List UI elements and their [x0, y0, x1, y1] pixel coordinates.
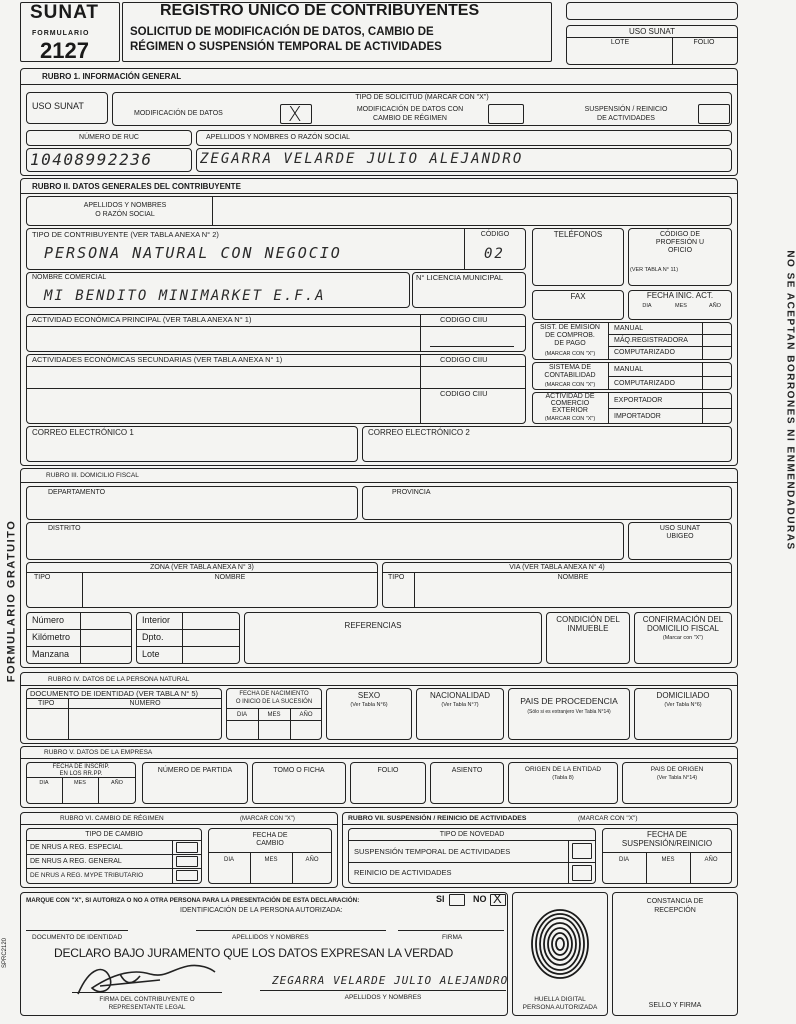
divider	[226, 708, 322, 709]
zona-nombre: NOMBRE	[214, 574, 246, 581]
codigo-prof-3: OFICIO	[667, 247, 693, 254]
apellidos-nombres-2: APELLIDOS Y NOMBRES	[344, 994, 422, 1001]
rubro-6-marcar: (MARCAR CON "X")	[240, 816, 295, 822]
header-folio: FOLIO	[693, 39, 715, 46]
divider	[342, 824, 738, 825]
divider	[20, 824, 338, 825]
correo-1-label: CORREO ELECTRÓNICO 1	[32, 428, 134, 437]
numero-partida-label: NÚMERO DE PARTIDA	[157, 767, 233, 774]
cambio-check-2[interactable]	[176, 856, 198, 867]
correo-2-label: CORREO ELECTRÓNICO 2	[368, 428, 470, 437]
tipo-contribuyente-label: TIPO DE CONTRIBUYENTE (VER TABLA ANEXA N° 2)	[32, 230, 219, 239]
divider	[20, 193, 738, 194]
codigo-value: 02	[484, 246, 505, 262]
fecha-inic-mes: MES	[675, 303, 687, 309]
zona-tipo: TIPO	[34, 574, 51, 581]
asiento-label: ASIENTO	[451, 767, 483, 774]
firma-contrib-2: REPRESENTANTE LEGAL	[108, 1004, 186, 1011]
divider	[80, 612, 81, 664]
apellidos-nombres-label: APELLIDOS Y NOMBRES	[232, 934, 309, 941]
folio-label: FOLIO	[377, 767, 399, 774]
divider	[26, 708, 222, 709]
divider	[250, 852, 251, 884]
opt-maq-registradora: MÁQ.REGISTRADORA	[614, 337, 688, 344]
fecha-nac-2: O INICIO DE LA SUCESIÓN	[235, 699, 313, 705]
checkbox-cambio[interactable]	[488, 104, 524, 124]
opt-computarizado-2: COMPUTARIZADO	[614, 380, 675, 387]
fecha-cambio-2: CAMBIO	[256, 840, 284, 847]
novedad-opt-2: REINICIO DE ACTIVIDADES	[354, 868, 452, 877]
divider	[702, 322, 703, 360]
divider	[26, 840, 202, 841]
divider	[420, 314, 421, 352]
ruc-label: NÚMERO DE RUC	[79, 134, 139, 141]
form-subtitle-1: SOLICITUD DE MODIFICACIÓN DE DATOS, CAMBIO DE	[130, 26, 434, 38]
header-uso-sunat: USO SUNAT	[628, 27, 676, 36]
interior-label: Interior	[142, 615, 171, 625]
huella-label-1: HUELLA DIGITAL	[534, 996, 586, 1003]
rubro-6-title: RUBRO VI. CAMBIO DE RÉGIMEN	[60, 815, 164, 822]
opt-cambio-2: CAMBIO DE RÉGIMEN	[373, 115, 447, 122]
opt-cambio-1: MODIFICACIÓN DE DATOS CON	[356, 106, 464, 113]
autoriza-label-1: MARQUE CON "X", SI AUTORIZA O NO A OTRA PERSONA PARA LA PRESENTACIÓN DE ESTA DECLARACIÓN:	[26, 897, 360, 904]
divider	[398, 930, 504, 931]
condicion-2: INMUEBLE	[567, 624, 609, 633]
sist-emision-3: DE PAGO	[554, 340, 586, 347]
divider	[26, 572, 378, 573]
form-title: REGISTRO UNICO DE CONTRIBUYENTES	[160, 2, 480, 19]
divider	[608, 334, 732, 335]
divider	[26, 366, 526, 367]
cambio-opt-2: DE NRUS A REG. GENERAL	[30, 858, 122, 865]
opt-suspension-1: SUSPENSIÓN / REINICIO	[584, 106, 668, 113]
divider	[26, 629, 132, 630]
lote-label: Lote	[142, 649, 160, 659]
divider	[136, 646, 240, 647]
divider	[212, 196, 213, 226]
divider	[26, 326, 526, 327]
no-mark: X	[493, 891, 502, 906]
side-notice: NO SE ACEPTAN BORRONES NI ENMENDADURAS	[784, 250, 796, 551]
sexo-tabla: (Ver Tabla N°6)	[350, 702, 388, 708]
divider	[20, 84, 738, 85]
doc-tipo: TIPO	[38, 700, 55, 707]
ubigeo-label: UBIGEO	[666, 533, 694, 540]
sist-contab-marcar: (MARCAR CON "X")	[544, 382, 596, 388]
opt-manual-1: MANUAL	[614, 325, 644, 332]
fax-label: FAX	[570, 292, 586, 301]
rubro-4-title: RUBRO IV. DATOS DE LA PERSONA NATURAL	[48, 676, 190, 683]
opt-suspension-2: DE ACTIVIDADES	[597, 115, 655, 122]
fecha-suspension-dia: DIA	[618, 857, 629, 863]
divider	[258, 708, 259, 740]
apellidos-label-1: APELLIDOS Y NOMBRES	[83, 202, 167, 209]
divider	[420, 354, 421, 424]
divider	[26, 868, 202, 869]
nombre-comercial-label: NOMBRE COMERCIAL	[32, 274, 107, 281]
sexo-label: SEXO	[357, 691, 381, 700]
licencia-label: N° LICENCIA MUNICIPAL	[416, 273, 504, 282]
nombre-comercial-value: MI BENDITO MINIMARKET E.F.A	[44, 288, 326, 304]
divider	[72, 992, 222, 993]
codigo-prof-2: PROFESIÓN U	[655, 239, 705, 246]
doc-numero: NÚMERO	[129, 700, 161, 707]
pais-procedencia-tabla: (Sólo si es extranjero Ver Tabla N°14)	[527, 709, 611, 715]
departamento-label: DEPARTAMENTO	[48, 489, 106, 496]
fecha-cambio-mes: MES	[264, 857, 278, 863]
novedad-check-1[interactable]	[572, 843, 592, 859]
rubro-1-title: RUBRO 1. INFORMACIÓN GENERAL	[42, 72, 182, 81]
divider	[26, 930, 128, 931]
divider	[62, 777, 63, 804]
header-lote: LOTE	[610, 39, 630, 46]
signature-image	[70, 956, 220, 1000]
divider	[608, 322, 609, 360]
rubro-2-title: RUBRO II. DATOS GENERALES DEL CONTRIBUYENTE	[32, 182, 241, 191]
fecha-nac-mes: MES	[267, 712, 281, 718]
via-nombre: NOMBRE	[557, 574, 589, 581]
actividad-principal-label: ACTIVIDAD ECONÓMICA PRINCIPAL (VER TABLA ANEXA N° 1)	[32, 315, 252, 324]
divider	[26, 646, 132, 647]
tipo-cambio-label: TIPO DE CAMBIO	[85, 831, 143, 838]
divider	[382, 572, 732, 573]
divider	[348, 840, 596, 841]
doc-identidad-label: DOCUMENTO DE IDENTIDAD	[32, 934, 123, 941]
fecha-inic-dia: DIA	[642, 303, 652, 309]
nacionalidad-tabla: (Ver Tabla N°7)	[441, 702, 479, 708]
codigo-ciiu-1: CODIGO CIIU	[440, 315, 488, 324]
referencias-label: REFERENCIAS	[344, 621, 402, 630]
divider	[196, 930, 386, 931]
provincia-label: PROVINCIA	[392, 489, 431, 496]
tipo-solicitud-label: TIPO DE SOLICITUD (MARCAR CON "X")	[355, 94, 489, 101]
codigo-label: CÓDIGO	[480, 231, 510, 238]
act-comercio-3: EXTERIOR	[552, 407, 588, 414]
fecha-inscr-dia: DIA	[39, 780, 49, 786]
divider	[290, 708, 291, 740]
sist-contab-2: CONTABILIDAD	[544, 372, 596, 379]
fecha-suspension-ano: AÑO	[704, 857, 718, 863]
codigo-ciiu-2: CODIGO CIIU	[440, 355, 488, 364]
referencias-box	[244, 612, 542, 664]
fingerprint-image	[528, 906, 592, 982]
cambio-opt-3: DE NRUS A REG. MYPE TRIBUTARIO	[30, 872, 144, 879]
fecha-inscr-ano: AÑO	[111, 780, 123, 786]
constancia-2: RECEPCIÓN	[654, 907, 696, 914]
declaro-text: DECLARO BAJO JURAMENTO QUE LOS DATOS EXPRESAN LA VERDAD	[54, 946, 454, 960]
divider	[20, 758, 738, 759]
fecha-nac-ano: AÑO	[299, 712, 313, 718]
divider	[98, 777, 99, 804]
tipo-novedad-label: TIPO DE NOVEDAD	[439, 831, 505, 838]
divider	[292, 852, 293, 884]
act-comercio-1: ACTIVIDAD DE	[545, 393, 595, 400]
sunat-brand: SUNAT	[30, 2, 100, 23]
confirmacion-marcar: (Marcar con "X")	[662, 635, 704, 641]
form-number: 2127	[40, 38, 89, 63]
divider	[260, 990, 506, 991]
opt-importador: IMPORTADOR	[614, 413, 661, 420]
divider	[608, 346, 732, 347]
name-value: ZEGARRA VELARDE JULIO ALEJANDRO	[200, 151, 524, 167]
domiciliado-label: DOMICILIADO	[656, 691, 710, 700]
act-comercio-2: COMERCIO	[550, 400, 590, 407]
novedad-check-2[interactable]	[572, 865, 592, 881]
divider	[26, 854, 202, 855]
divider	[172, 840, 173, 884]
opt-exportador: EXPORTADOR	[614, 397, 663, 404]
kilometro-label: Kilómetro	[32, 632, 71, 642]
constancia-1: CONSTANCIA DE	[646, 898, 704, 905]
fecha-suspension-1: FECHA DE	[646, 830, 687, 839]
divider	[26, 698, 222, 699]
fecha-suspension-mes: MES	[661, 857, 675, 863]
sello-label: SELLO Y FIRMA	[648, 1002, 702, 1009]
divider	[568, 840, 569, 884]
firma-label: FIRMA	[442, 934, 463, 941]
fecha-cambio-ano: AÑO	[305, 857, 319, 863]
firma-contrib-1: FIRMA DEL CONTRIBUYENTE O	[99, 996, 195, 1003]
codigo-ciiu-3: CODIGO CIIU	[440, 389, 488, 398]
dpto-label: Dpto.	[142, 632, 164, 642]
divider	[208, 852, 332, 853]
si-label: SI	[436, 894, 445, 904]
signer-name: ZEGARRA VELARDE JULIO ALEJANDRO	[272, 974, 509, 987]
divider	[690, 852, 691, 884]
sist-emision-marcar: (MARCAR CON "X")	[544, 351, 596, 357]
zona-label: ZONA (VER TABLA ANEXA N° 3)	[150, 564, 254, 571]
origen-1: ORIGEN DE LA ENTIDAD	[524, 766, 602, 773]
opt-manual-2: MANUAL	[614, 366, 644, 373]
tipo-contribuyente-value: PERSONA NATURAL CON NEGOCIO	[44, 244, 342, 262]
documento-label: DOCUMENTO DE IDENTIDAD (VER TABLA N° 5)	[30, 689, 199, 698]
divider	[646, 852, 647, 884]
fecha-inic-ano: AÑO	[709, 303, 721, 309]
pais-procedencia-label: PAIS DE PROCEDENCIA	[520, 696, 618, 706]
huella-label-2: PERSONA AUTORIZADA	[522, 1004, 598, 1011]
novedad-opt-1: SUSPENSIÓN TEMPORAL DE ACTIVIDADES	[354, 847, 511, 856]
divider	[136, 629, 240, 630]
act-comercio-marcar: (MARCAR CON "X")	[544, 416, 596, 422]
manzana-label: Manzana	[32, 649, 70, 659]
confirmacion-2: DOMICILIO FISCAL	[646, 624, 719, 633]
divider	[26, 777, 136, 778]
condicion-1: CONDICIÓN DEL	[556, 615, 620, 624]
rubro-7-marcar: (MARCAR CON "X")	[578, 815, 638, 822]
rubro-5-title: RUBRO V. DATOS DE LA EMPRESA	[44, 749, 153, 756]
distrito-label: DISTRITO	[48, 525, 81, 532]
tomo-ficha-label: TOMO O FICHA	[273, 767, 325, 774]
fecha-inscr-mes: MES	[74, 780, 86, 786]
si-checkbox[interactable]	[449, 894, 465, 906]
divider	[602, 852, 732, 853]
via-label: VIA (VER TABLA ANEXA N° 4)	[509, 564, 605, 571]
sist-emision-2: DE COMPROB.	[545, 332, 595, 339]
divider	[566, 37, 738, 38]
origen-2: (Tabla 8)	[552, 775, 574, 781]
side-free-form: FORMULARIO GRATUITO	[5, 519, 18, 683]
fecha-nac-1: FECHA DE NACIMIENTO	[239, 691, 309, 697]
via-tipo: TIPO	[388, 574, 405, 581]
fecha-inic-label: FECHA INIC. ACT.	[646, 291, 714, 300]
rubro-7-title: RUBRO VII. SUSPENSIÓN / REINICIO DE ACTIVIDADES	[348, 815, 527, 822]
pais-origen-2: (Ver Tabla N°14)	[656, 775, 698, 781]
cambio-check-3[interactable]	[176, 870, 198, 881]
fecha-cambio-dia: DIA	[223, 857, 234, 863]
divider	[608, 376, 732, 377]
divider	[348, 862, 596, 863]
fecha-inscr-1: FECHA DE INSCRIP.	[52, 764, 110, 770]
divider	[182, 612, 183, 664]
header-right-top-box	[566, 2, 738, 20]
divider	[672, 37, 673, 65]
no-label: NO	[473, 894, 487, 904]
divider	[26, 388, 526, 389]
numero-label: Número	[32, 615, 65, 625]
side-code: SPRC2120	[2, 937, 9, 969]
name-label: APELLIDOS Y NOMBRES O RAZÓN SOCIAL	[206, 134, 351, 141]
cambio-check-1[interactable]	[176, 842, 198, 853]
codigo-prof-1: CÓDIGO DE	[659, 231, 701, 238]
opt-computarizado-1: COMPUTARIZADO	[614, 349, 675, 356]
nacionalidad-label: NACIONALIDAD	[429, 691, 490, 700]
divider	[20, 685, 738, 686]
divider	[608, 408, 732, 409]
cambio-opt-1: DE NRUS A REG. ESPECIAL	[30, 844, 123, 851]
rubro-3-title: RUBRO III. DOMICILIO FISCAL	[46, 472, 139, 479]
rubro-1-uso-sunat: USO SUNAT	[32, 101, 84, 111]
domiciliado-tabla: (Ver Tabla N°6)	[664, 702, 702, 708]
check-mark: X	[288, 102, 302, 126]
actividades-secundarias-label: ACTIVIDADES ECONÓMICAS SECUNDARIAS (VER TABLA ANEXA N° 1)	[32, 355, 283, 364]
sist-emision-1: SIST. DE EMISIÓN	[540, 324, 600, 331]
form-subtitle-2: RÉGIMEN O SUSPENSIÓN TEMPORAL DE ACTIVIDADES	[130, 41, 442, 53]
fecha-suspension-2: SUSPENSIÓN/REINICIO	[621, 839, 713, 848]
form-label: FORMULARIO	[32, 30, 90, 37]
sist-contab-1: SISTEMA DE	[548, 364, 591, 371]
autoriza-label-2: IDENTIFICACIÓN DE LA PERSONA AUTORIZADA:	[180, 907, 343, 914]
fecha-cambio-1: FECHA DE	[252, 832, 288, 839]
apellidos-label-2: O RAZÓN SOCIAL	[95, 211, 155, 218]
ruc-value: 10408992236	[30, 150, 153, 169]
fecha-nac-dia: DIA	[236, 712, 247, 718]
ubigeo-uso-sunat: USO SUNAT	[659, 525, 701, 532]
opt-modificacion: MODIFICACIÓN DE DATOS	[134, 110, 223, 117]
divider	[20, 482, 738, 483]
checkbox-suspension[interactable]	[698, 104, 730, 124]
telefonos-label: TELÉFONOS	[553, 230, 603, 239]
distrito-box	[26, 522, 624, 560]
ver-tabla-11: (VER TABLA N° 11)	[630, 267, 679, 273]
confirmacion-1: CONFIRMACIÓN DEL	[642, 615, 724, 624]
divider	[430, 346, 514, 347]
pais-origen-1: PAIS DE ORIGEN	[650, 766, 704, 773]
fecha-inscr-2: EN LOS RR.PP.	[59, 771, 103, 777]
divider	[226, 720, 322, 721]
